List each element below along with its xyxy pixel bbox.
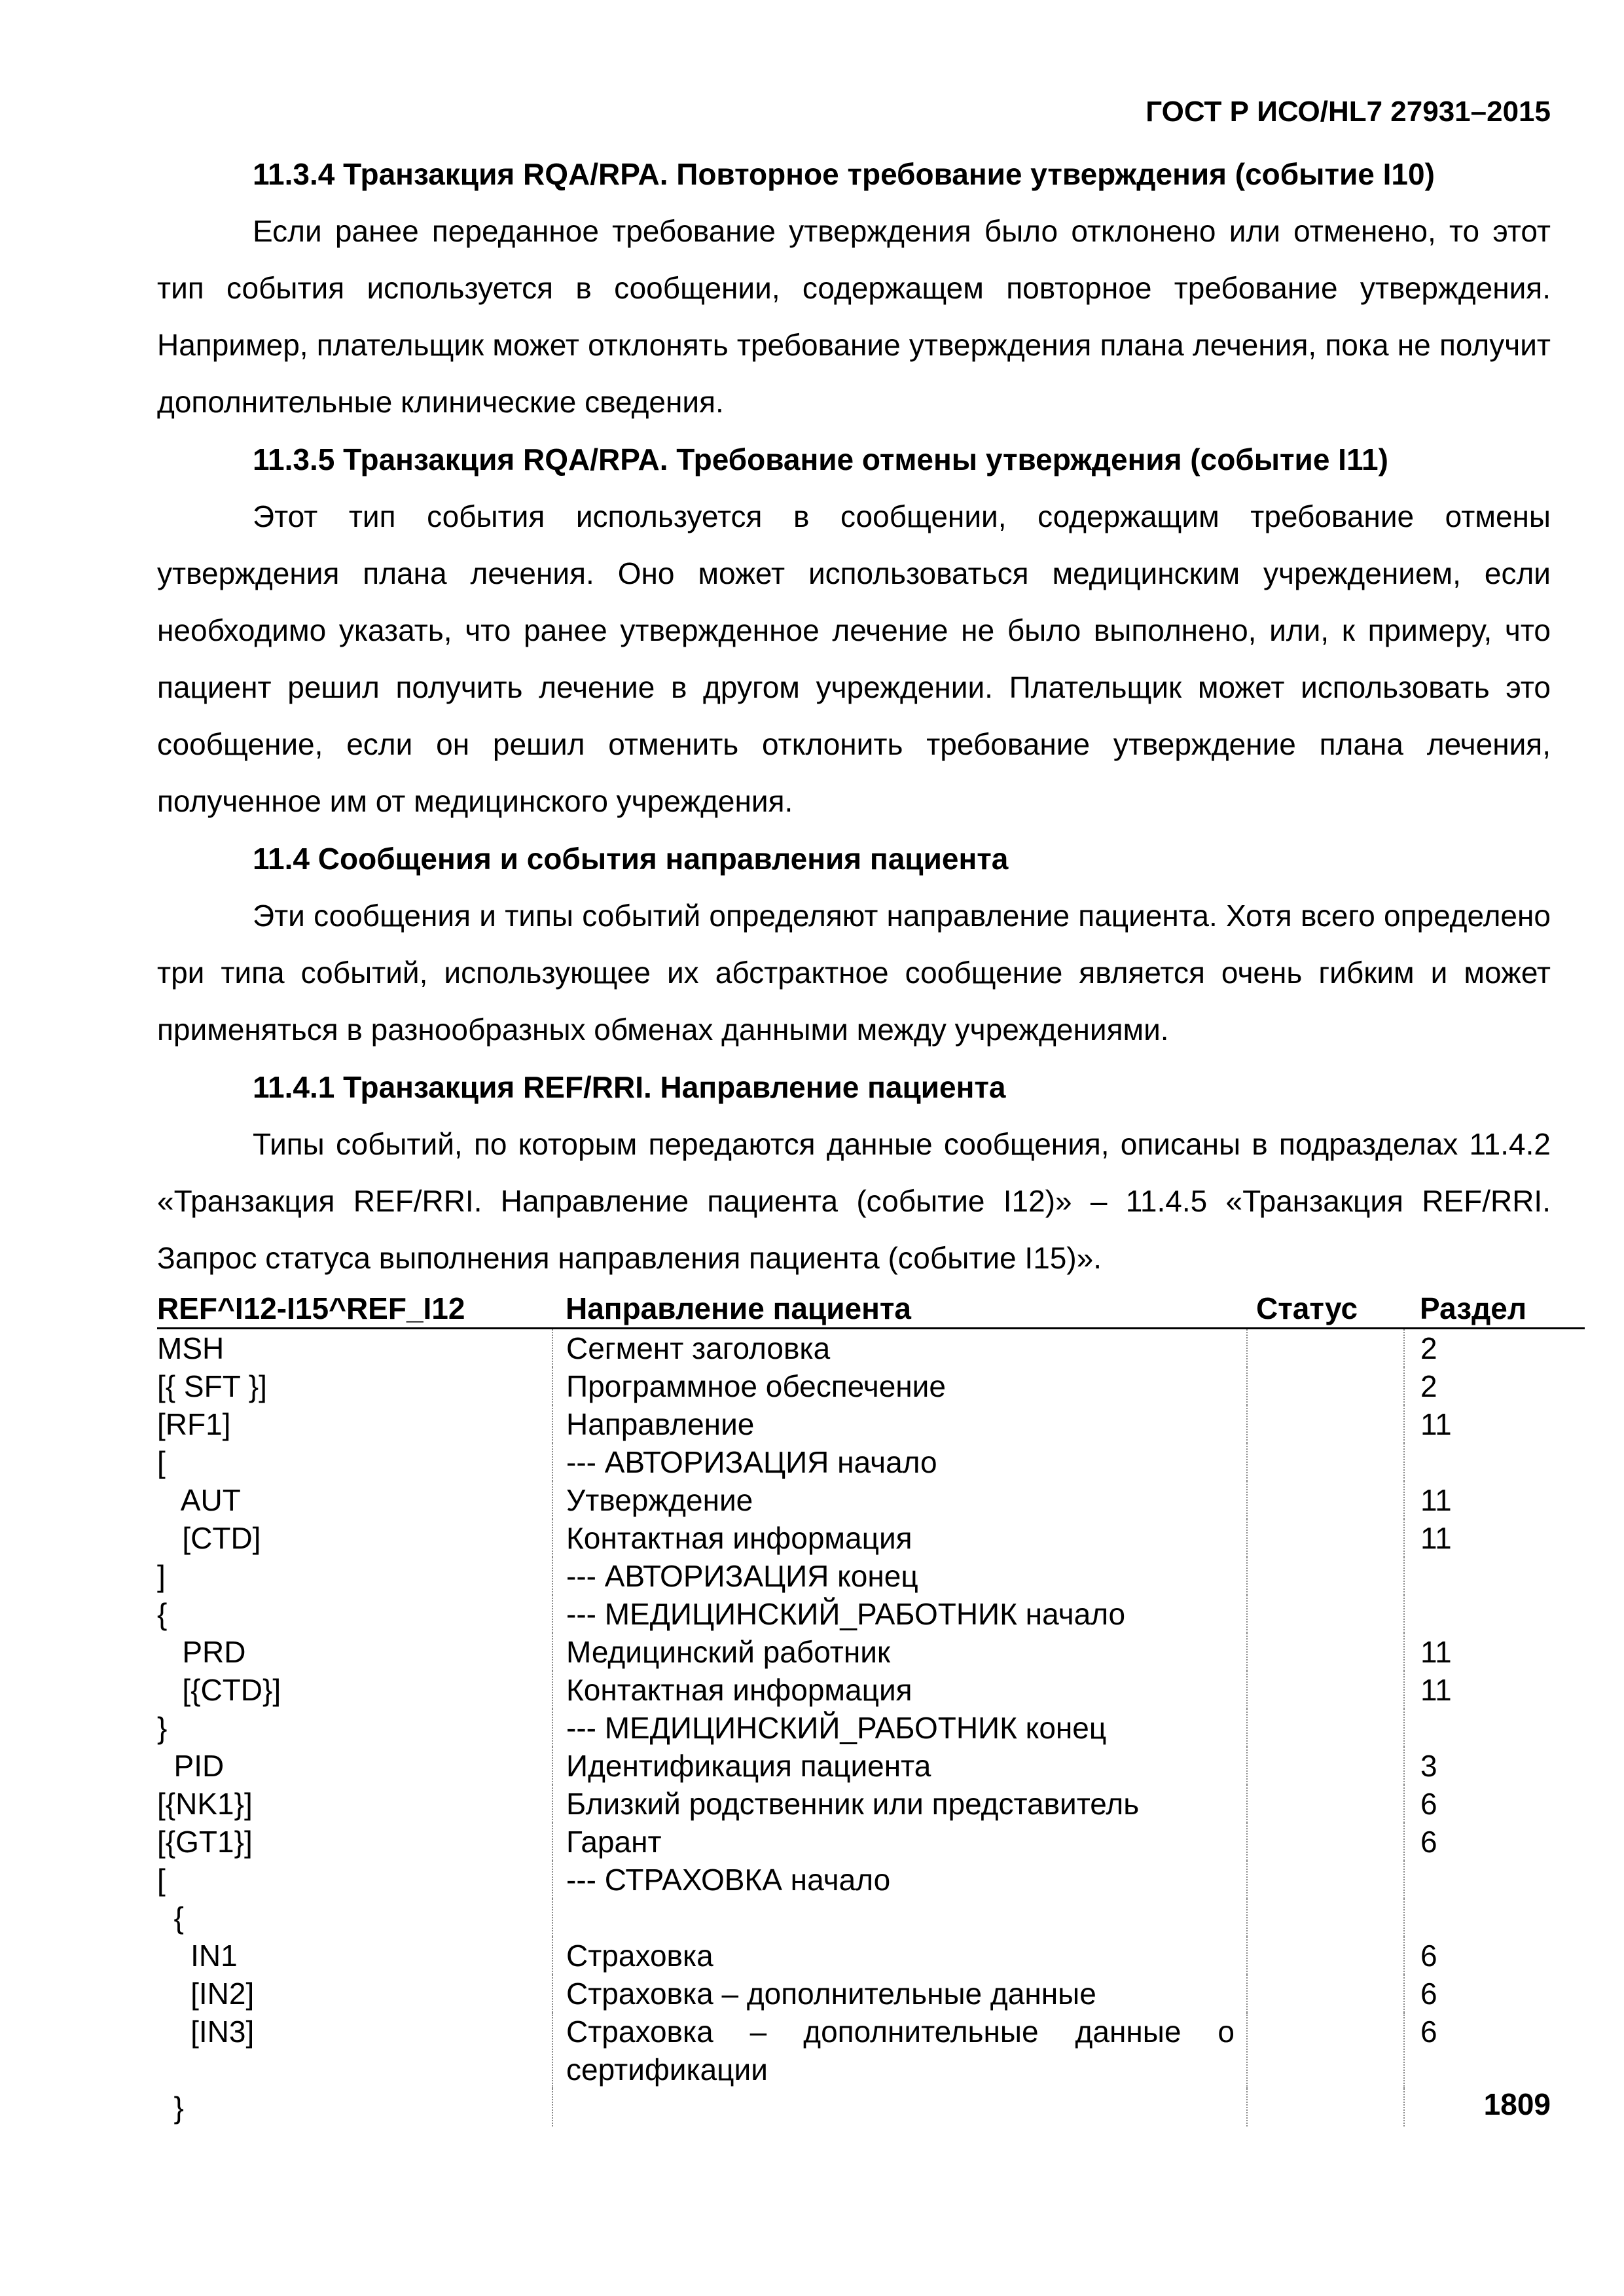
description-cell: Контактная информация [552,1519,1247,1557]
section-cell: 6 [1420,1939,1437,1973]
status-cell [1247,1671,1404,1709]
table-row [157,1747,1585,1785]
status-cell [1247,1329,1404,1368]
description-cell: Страховка – дополнительные данные о сертификации [552,2013,1247,2089]
table-row [157,1823,1585,1861]
description-cell: --- СТРАХОВКА начало [552,1861,1247,1899]
description-cell: --- АВТОРИЗАЦИЯ начало [552,1443,1247,1481]
header-segment: REF^I12-I15^REF_I12 [157,1289,552,1329]
heading-11-3-5: 11.3.5 Транзакция RQA/RPA. Требование отмены утверждения (событие I11) [253,442,1388,476]
table-row [157,2013,1585,2089]
description-cell: Страховка [552,1937,1247,1975]
segment-cell: } [157,1709,552,1747]
table-row [157,1937,1585,1975]
status-cell [1247,1557,1404,1595]
description-cell: Программное обеспечение [552,1367,1247,1405]
message-structure-table [157,1289,1585,2126]
section-cell [1404,1709,1585,1747]
description-cell: Гарант [552,1823,1247,1861]
segment-cell: PID [157,1747,552,1785]
segment-cell: { [157,1595,552,1633]
section-cell: 6 [1420,1787,1437,1821]
segment-cell: [{GT1}] [157,1823,552,1861]
status-cell [1247,1785,1404,1823]
status-cell [1247,1823,1404,1861]
segment-cell: PRD [157,1633,552,1671]
table-row [157,1975,1585,2013]
section-cell: 11 [1420,1521,1452,1555]
header-status: Статус [1247,1289,1404,1329]
paragraph-11-4: Эти сообщения и типы событий определяют направление пациента. Хотя всего определено три типа событий, использующее их абстрактное сообщение является очень гибким и может применяться в разнообразных обменах данными между учреждениями. [157,899,1551,1047]
section-cell: 3 [1420,1749,1437,1783]
standard-header: ГОСТ Р ИСО/HL7 27931–2015 [1146,96,1551,128]
status-cell [1247,1367,1404,1405]
table-row [157,1519,1585,1557]
table-header-row [157,1289,1585,1329]
segment-cell: [RF1] [157,1405,552,1443]
section-cell [1404,1899,1585,1937]
paragraph-11-4-1: Типы событий, по которым передаются данные сообщения, описаны в подразделах 11.4.2 «Транзакция REF/RRI. Направление пациента (событие I12)» – 11.4.5 «Транзакция REF/RRI. Запрос статуса выполнения направления пациента (событие I15)». [157,1127,1551,1275]
segment-cell: MSH [157,1329,552,1368]
table-body [157,1329,1585,2127]
status-cell [1247,1747,1404,1785]
section-cell: 6 [1420,2015,1437,2049]
section-cell [1404,1443,1585,1481]
description-cell [552,2089,1247,2126]
section-cell [1404,1861,1585,1899]
table-row [157,1709,1585,1747]
description-cell: --- МЕДИЦИНСКИЙ_РАБОТНИК конец [552,1709,1247,1747]
table-row [157,1329,1585,1368]
description-cell [552,1899,1247,1937]
description-cell: Утверждение [552,1481,1247,1519]
table-row [157,1557,1585,1595]
segment-cell: } [157,2089,552,2126]
page-number: 1809 [1483,2087,1551,2121]
section-cell: 11 [1420,1407,1452,1441]
segment-cell: [CTD] [157,1519,552,1557]
status-cell [1247,1443,1404,1481]
section-cell: 11 [1420,1673,1452,1707]
status-cell [1247,1633,1404,1671]
heading-11-3-4: 11.3.4 Транзакция RQA/RPA. Повторное требование утверждения (событие I10) [253,157,1435,191]
table-row [157,1785,1585,1823]
segment-cell: [IN3] [157,2013,552,2089]
description-cell: --- АВТОРИЗАЦИЯ конец [552,1557,1247,1595]
segment-cell: AUT [157,1481,552,1519]
status-cell [1247,1595,1404,1633]
segment-cell: IN1 [157,1937,552,1975]
segment-cell: [ [157,1861,552,1899]
heading-11-4-1: 11.4.1 Транзакция REF/RRI. Направление пациента [253,1070,1006,1104]
section-cell [1404,1557,1585,1595]
table-row [157,2089,1585,2126]
document-body [157,145,1551,1287]
description-cell: Близкий родственник или представитель [552,1785,1247,1823]
description-cell: Страховка – дополнительные данные [552,1975,1247,2013]
segment-cell: { [157,1899,552,1937]
section-cell [1404,1595,1585,1633]
description-cell: Сегмент заголовка [552,1329,1247,1368]
description-cell: Медицинский работник [552,1633,1247,1671]
section-cell: 6 [1420,1977,1437,2011]
description-cell: --- МЕДИЦИНСКИЙ_РАБОТНИК начало [552,1595,1247,1633]
paragraph-11-3-4: Если ранее переданное требование утверждения было отклонено или отменено, то этот тип события используется в сообщении, содержащем повторное требование утверждения. Например, плательщик может отклонять требование утверждения плана лечения, пока не получит дополнительные клинические сведения. [157,214,1551,419]
table-row [157,1899,1585,1937]
description-cell: Идентификация пациента [552,1747,1247,1785]
status-cell [1247,1937,1404,1975]
section-cell: 2 [1420,1331,1437,1365]
description-cell: Контактная информация [552,1671,1247,1709]
status-cell [1247,2013,1404,2089]
segment-cell: [{NK1}] [157,1785,552,1823]
section-cell: 11 [1420,1483,1452,1517]
table-row [157,1595,1585,1633]
paragraph-11-3-5: Этот тип события используется в сообщении, содержащим требование отмены утверждения плана лечения. Оно может использоваться медицинским учреждением, если необходимо указать, что ранее утвержденное лечение не было выполнено, или, к примеру, что пациент решил получить лечение в другом учреждении. Плательщик может использовать это сообщение, если он решил отменить отклонить требование утверждение плана лечения, полученное им от медицинского учреждения. [157,499,1551,818]
table-row [157,1443,1585,1481]
status-cell [1247,1519,1404,1557]
table-row [157,1671,1585,1709]
section-cell: 11 [1420,1635,1452,1669]
segment-cell: [IN2] [157,1975,552,2013]
table-row [157,1367,1585,1405]
status-cell [1247,1975,1404,2013]
status-cell [1247,2089,1404,2126]
segment-cell: [{ SFT }] [157,1367,552,1405]
status-cell [1247,1709,1404,1747]
header-section: Раздел [1404,1289,1585,1329]
status-cell [1247,1405,1404,1443]
section-cell: 2 [1420,1369,1437,1403]
table-row [157,1633,1585,1671]
segment-cell: [{CTD}] [157,1671,552,1709]
description-cell: Направление [552,1405,1247,1443]
status-cell [1247,1481,1404,1519]
heading-11-4: 11.4 Сообщения и события направления пациента [253,842,1009,876]
status-cell [1247,1899,1404,1937]
segment-cell: ] [157,1557,552,1595]
table-row [157,1405,1585,1443]
section-cell: 6 [1420,1825,1437,1859]
table-row [157,1861,1585,1899]
table-row [157,1481,1585,1519]
message-structure-table-wrap [157,1289,1585,2126]
header-description: Направление пациента [552,1289,1247,1329]
segment-cell: [ [157,1443,552,1481]
status-cell [1247,1861,1404,1899]
